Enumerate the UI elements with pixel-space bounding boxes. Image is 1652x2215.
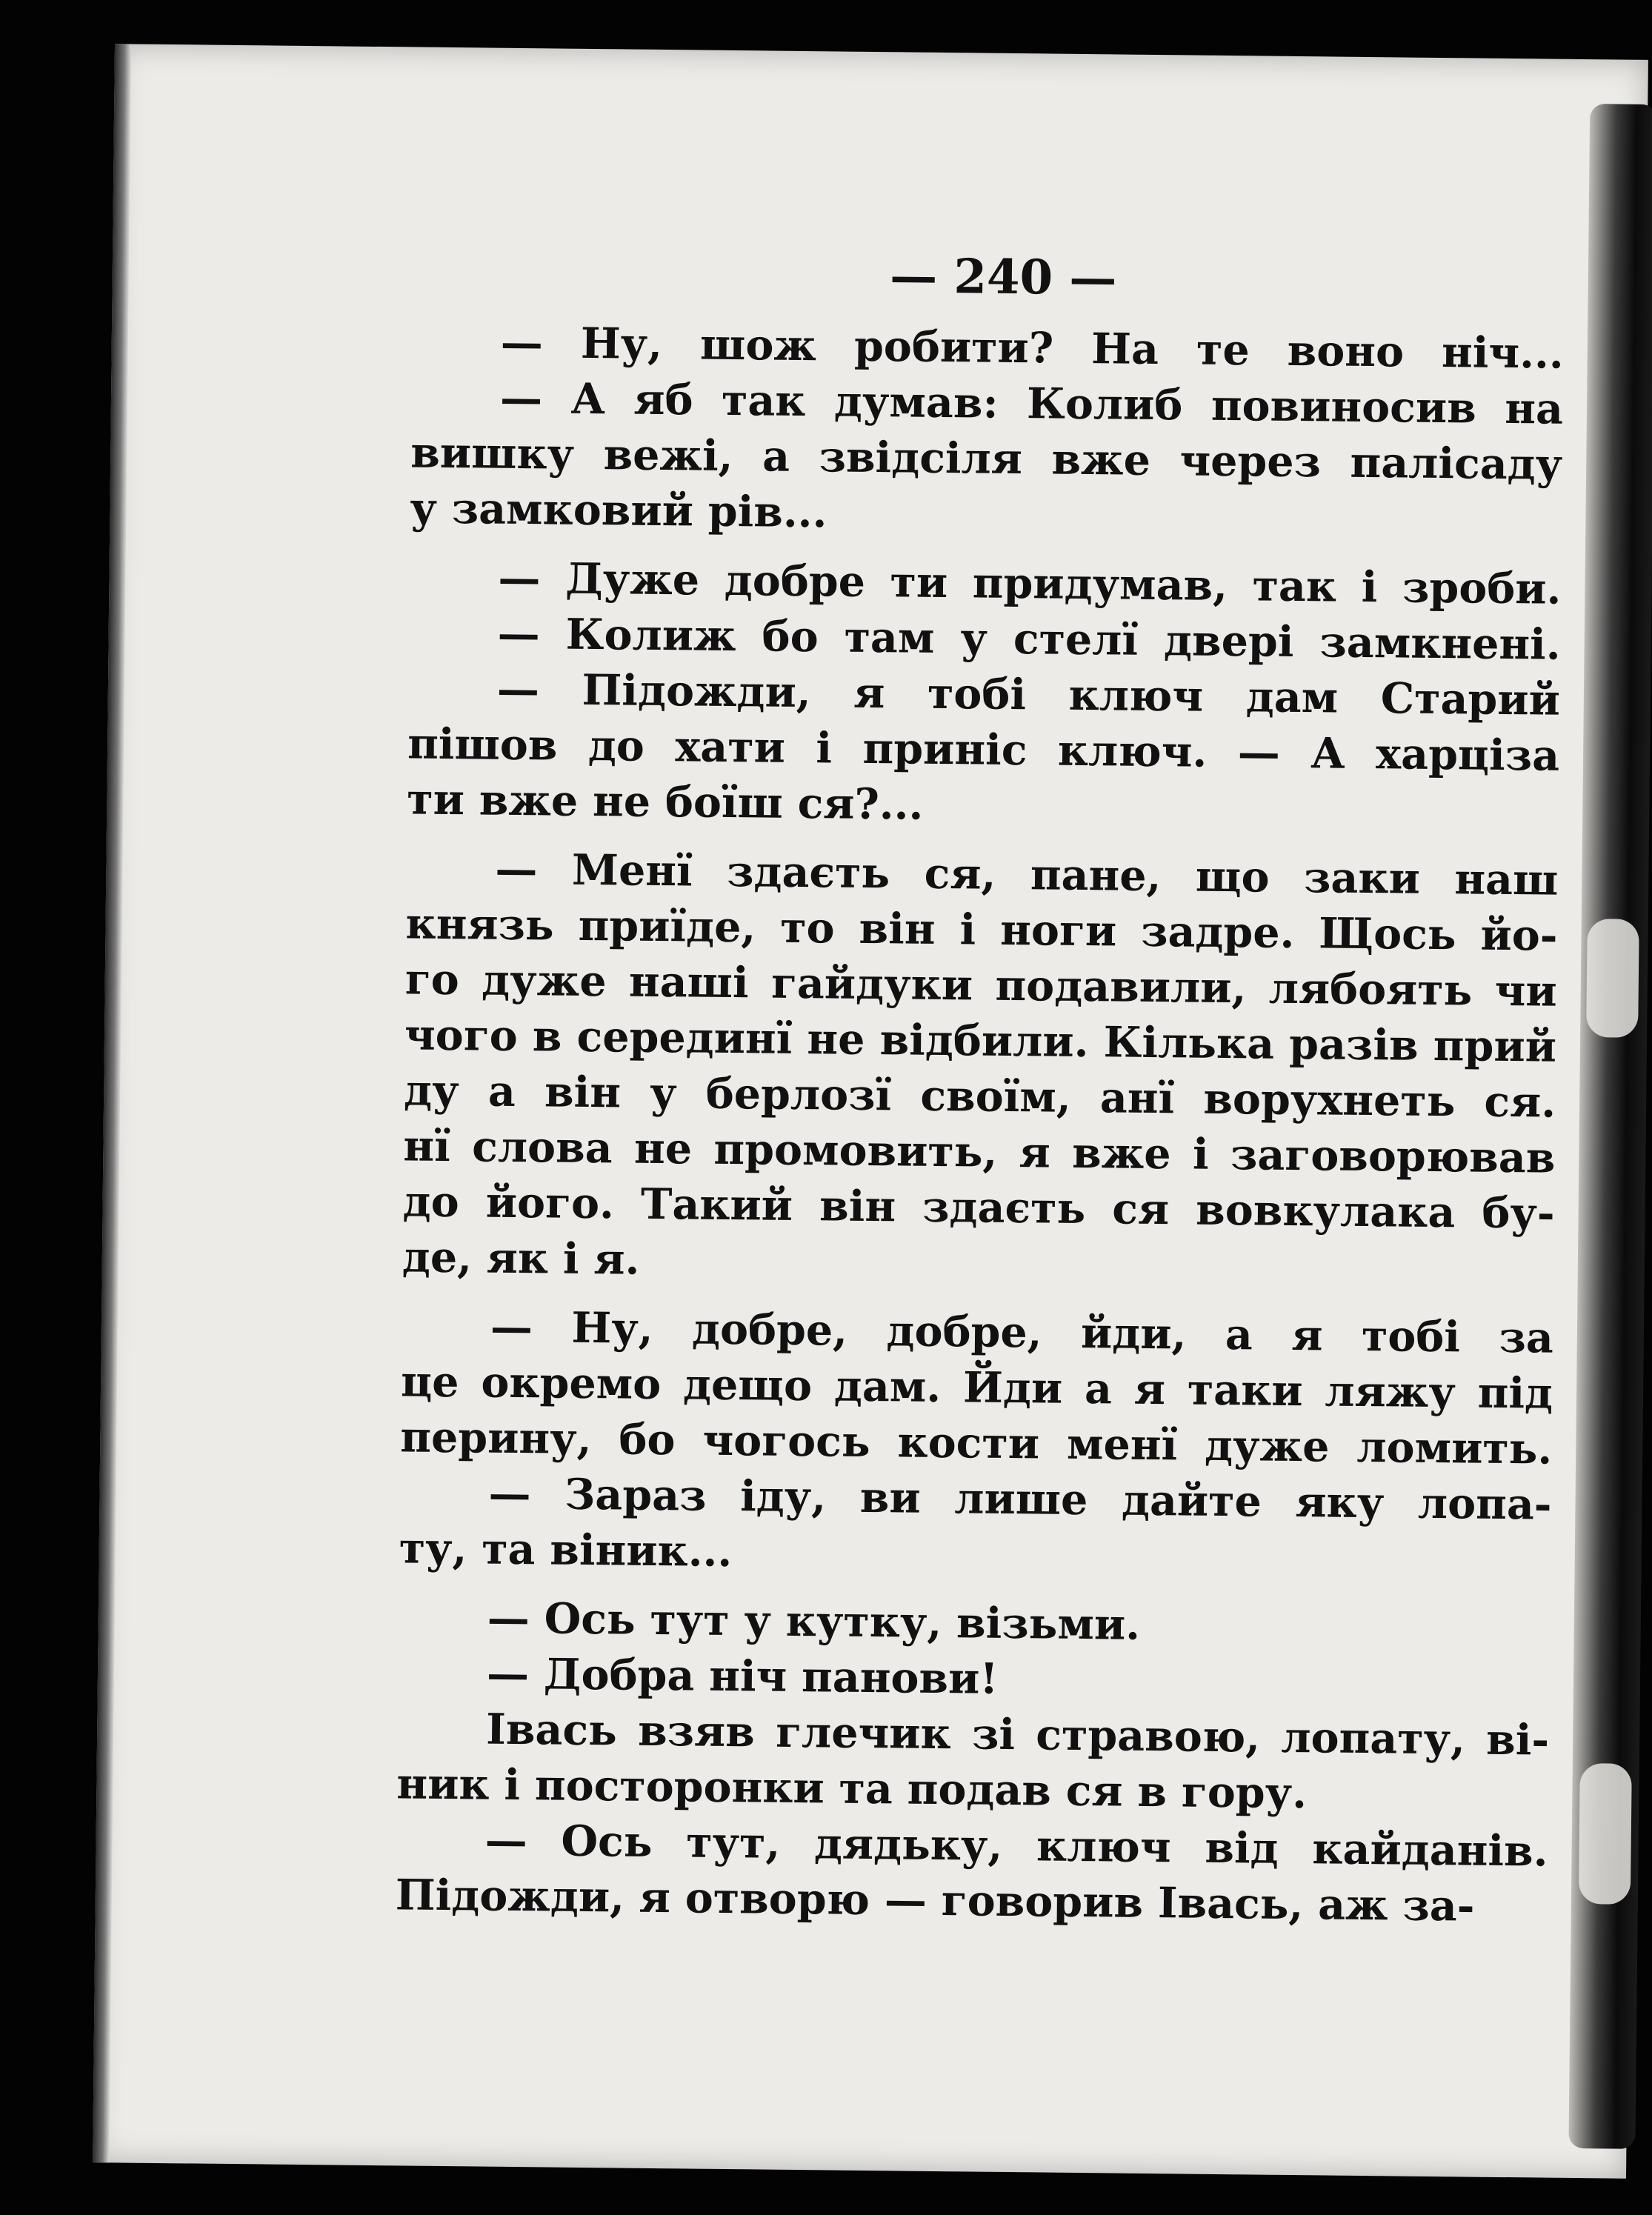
text-line: — Ось тут у кутку, візьми. — [487, 1593, 1141, 1650]
text-line: чого в серединї не відбили. Кілька разів прий — [404, 1010, 1557, 1072]
text-line: — Дуже добре ти придумав, так і зроби. — [498, 553, 1562, 614]
text-line: пішов до хати і приніс ключ. — А харцiза — [407, 719, 1560, 781]
binding-thread — [1579, 1763, 1632, 1905]
text-line: Підожди, я отворю — говорив Івась, аж за- — [395, 1870, 1475, 1931]
text-line: — Менї здаєть ся, пане, що заки наш — [495, 844, 1559, 905]
page-number: — 240 — — [889, 248, 1117, 307]
binding-thread — [1586, 919, 1639, 1038]
text-line: ти вже не боїш ся?... — [407, 774, 924, 830]
text-line: до його. Такий він здаєть ся вовкулака бу- — [402, 1176, 1555, 1239]
text-line: — А яб так думав: Колиб повиносив на — [499, 373, 1564, 434]
page-left-edge — [93, 44, 131, 2162]
book-page — [93, 44, 1648, 2179]
text-line: ту, та віник... — [399, 1523, 733, 1577]
text-line: де, як і я. — [402, 1232, 640, 1285]
text-line: — Підожди, я тобі ключ дам Старий — [496, 664, 1561, 725]
text-body — [395, 313, 1564, 1934]
text-line: — Колиж бо там у стелї двері замкнені. — [497, 608, 1561, 670]
page-content — [395, 243, 1565, 1934]
book-binding — [1568, 104, 1652, 2149]
text-line: перину, бо чогось кости менї дуже ломить. — [400, 1412, 1553, 1474]
text-line: — Ну, шож робити? На те воно ніч... — [500, 317, 1565, 379]
text-line: вишку вежі, а звідсіля вже через палісаду — [410, 427, 1563, 490]
text-line: князь приїде, то він і ноги задре. Щось йо- — [405, 899, 1558, 961]
text-line: — Ось тут, дядьку, ключ від кайданів. — [484, 1815, 1548, 1876]
text-line: ду а він у берлозї своїм, анї ворухнеть ся. — [403, 1065, 1556, 1128]
text-line: ник і посторонки та подав ся в гору. — [396, 1759, 1308, 1819]
text-line: у замковий рів... — [410, 483, 827, 538]
text-line: — Зараз іду, ви лише дайте яку лопа- — [488, 1468, 1552, 1530]
text-line: — Добра ніч панови! — [486, 1648, 999, 1704]
text-line: — Ну, добре, добре, йди, а я тобі за — [490, 1302, 1554, 1363]
text-line: го дуже наші гайдуки подавили, лябоять чи — [404, 954, 1558, 1016]
text-line: Івась взяв глечик зі стравою, лопату, ві- — [485, 1704, 1550, 1765]
text-line: це окремо дещо дам. Йди а я таки ляжу під — [400, 1356, 1553, 1419]
text-line: нї слова не промовить, я вже і заговорював — [403, 1121, 1556, 1183]
